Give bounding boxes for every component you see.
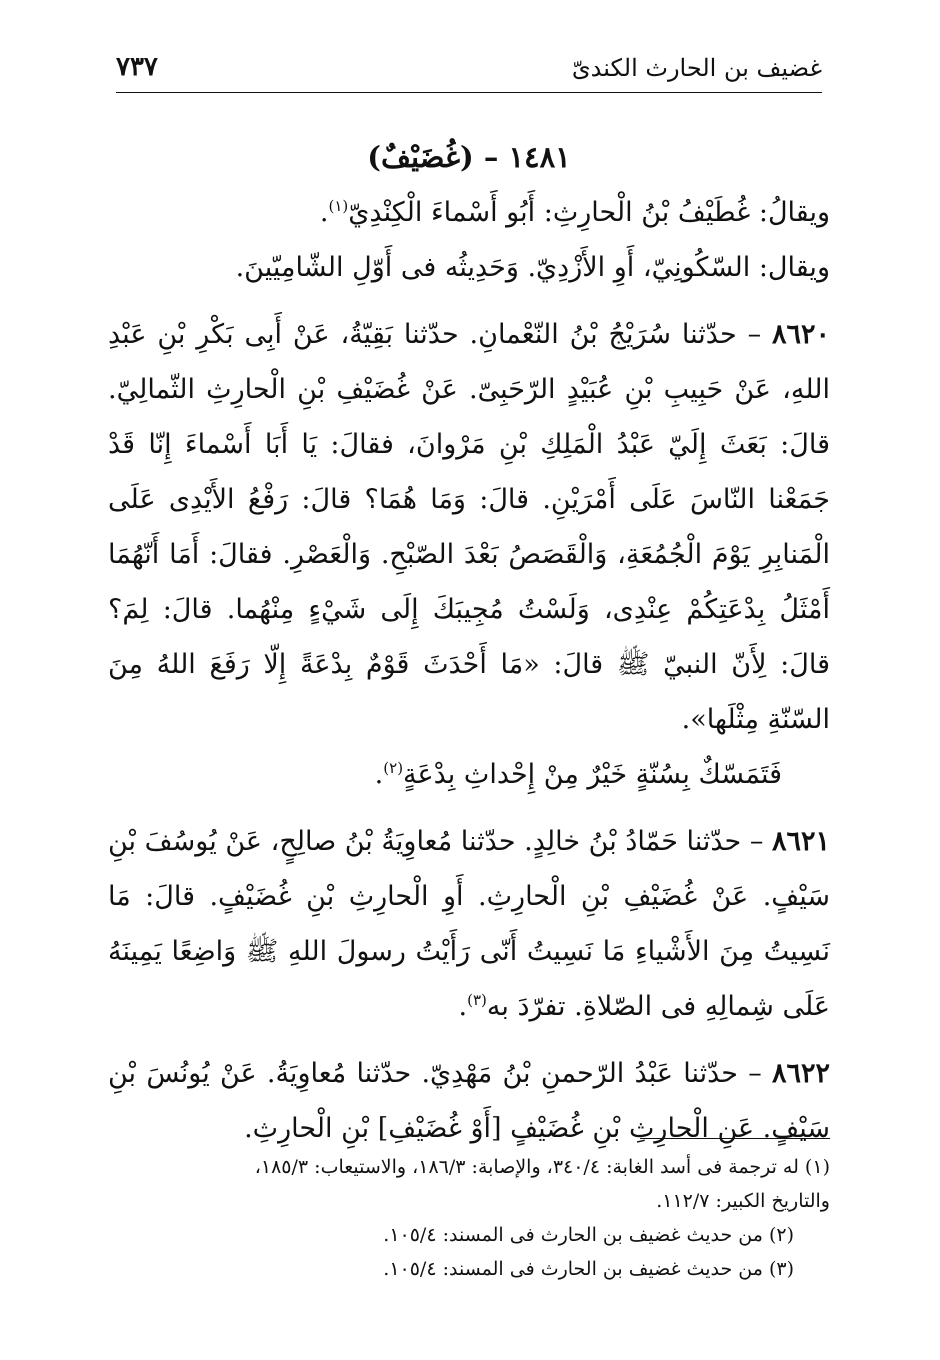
- hadith-number: ٨٦٢١: [771, 826, 830, 857]
- footnote-divider: [640, 1138, 830, 1139]
- hadith-8622: [108, 1046, 830, 1156]
- closing-text: فَتَمَسّكٌ بِسُنّةٍ خَيْرٌ مِنْ إِحْداثِ بِدْعَةٍ: [403, 759, 782, 790]
- page-header: [116, 52, 822, 93]
- running-title: غضيف بن الحارث الكندىّ: [571, 54, 822, 82]
- entry-intro-line-2: ويقال: السّكُونِيّ، أَوِ الأَزْدِيّ. وَحَدِيثُه فى أَوّلِ الشّامِيّينَ.: [235, 252, 830, 283]
- hadith-number: ٨٦٢٢: [771, 1058, 830, 1089]
- hadith-number: ٨٦٢٠: [771, 319, 830, 350]
- hadith-closing: فَتَمَسّكٌ بِسُنّةٍ خَيْرٌ مِنْ إِحْداثِ بِدْعَةٍ$^{(٢)}$.: [374, 759, 782, 790]
- footnotes: [108, 1150, 830, 1286]
- entry-intro-line-1: ويقالُ: غُطَيْفُ بْنُ الْحارِثِ: أَبُو أَسْماءَ الْكِنْدِيّ$^{(١)}$.: [319, 197, 830, 228]
- footnote-3: (٣) من حديث غضيف بن الحارث فى المسند: ١٠٥/٤.: [383, 1258, 794, 1280]
- hadith-text: – حدّثنا حَمّادُ بْنُ خالِدٍ. حدّثنا مُعاوِيَةُ بْنُ صالِحٍ، عَنْ يُوسُفَ بْنِ سَيْفٍ. عَنْ غُضَيْفِ بْنِ الْحارِثِ. أَوِ الْحارِثِ بْنِ غُضَيْفٍ. قالَ: مَا نَسِيتُ مِنَ الأَشْياءِ مَا نَسِيتُ أَنّى رَأَيْتُ رسولَ اللهِ ﷺ وَاضِعًا يَمِينَهُ عَلَى شِمالِهِ فى الصّلاةِ. تفرّدَ به: [108, 826, 830, 1022]
- hadith-text: – حدّثنا سُرَيْجُ بْنُ النّعْمانِ. حدّثنا بَقِيّةُ، عَنْ أَبِى بَكْرِ بْنِ عَبْدِ اللهِ، عَنْ حَبِيبِ بْنِ عُبَيْدٍ الرّحَبِىّ. عَنْ غُضَيْفِ بْنِ الْحارِثِ الثّمالِيّ. قالَ: بَعَثَ إِلَيّ عَبْدُ الْمَلِكِ بْنِ مَرْوانَ، فقالَ: يَا أَبَا أَسْماءَ إِنّا قَدْ جَمَعْنا النّاسَ عَلَى أَمْرَيْنِ. قالَ: وَمَا هُمَا؟ قالَ: رَفْعُ الأَيْدِى عَلَى الْمَنابِرِ يَوْمَ الْجُمُعَةِ، وَالْقَصَصُ بَعْدَ الصّبْحِ. وَالْعَصْرِ. فقالَ: أَمَا أَنّهُمَا أَمْثَلُ بِدْعَتِكُمْ عِنْدِى، وَلَسْتُ مُجِيبَكَ إِلَى شَيْءٍ مِنْهُما. قالَ: لِمَ؟ قالَ: لِأَنّ النبيّ ﷺ قالَ: «مَا أَحْدَثَ قَوْمٌ بِدْعَةً إِلّا رَفَعَ اللهُ مِنَ السّنّةِ مِثْلَها».: [108, 319, 830, 735]
- intro-text: ويقالُ: غُطَيْفُ بْنُ الْحارِثِ: أَبُو أَسْماءَ الْكِنْدِيّ: [348, 197, 830, 228]
- footnote-ref-3: (٣): [467, 991, 487, 1009]
- hadith-text: – حدّثنا عَبْدُ الرّحمنِ بْنُ مَهْدِيّ. حدّثنا مُعاوِيَةُ. عَنْ يُونُسَ بْنِ سَيْفٍ. عَنِ الْحارِثِ بْنِ غُضَيْفٍ [أَوْ غُضَيْفِ] بْنِ الْحارِثِ.: [108, 1058, 830, 1144]
- hadith-8621: ٨٦٢١ – حدّثنا حَمّادُ بْنُ خالِدٍ. حدّثنا مُعاوِيَةُ بْنُ صالِحٍ، عَنْ يُوسُفَ بْنِ سَيْفٍ. عَنْ غُضَيْفِ بْنِ الْحارِثِ. أَوِ الْحارِثِ بْنِ غُضَيْفٍ. قالَ: مَا نَسِيتُ مِنَ الأَشْياءِ مَا نَسِيتُ أَنّى رَأَيْتُ رسولَ اللهِ ﷺ وَاضِعًا يَمِينَهُ عَلَى شِمالِهِ فى الصّلاةِ. تفرّدَ به$^{(٣)}$.: [108, 826, 830, 1022]
- entry-heading: ١٤٨١ – (غُضَيْفٌ): [367, 140, 571, 174]
- footnote-2: (٢) من حديث غضيف بن الحارث فى المسند: ١٠٥/٤.: [383, 1224, 794, 1246]
- footnote-ref-2: (٢): [383, 759, 404, 777]
- main-text: [108, 130, 830, 1156]
- footnote-1-continued: والتاريخ الكبير: ١١٢/٧.: [656, 1190, 830, 1212]
- footnote-1: (١) له ترجمة فى أسد الغابة: ٣٤٠/٤، والإصابة: ١٨٦/٣، والاستيعاب: ١٨٥/٣،: [254, 1156, 830, 1178]
- footnote-ref-1: (١): [328, 197, 349, 215]
- page-number: ٧٣٧: [116, 52, 158, 82]
- hadith-8620: [108, 307, 830, 747]
